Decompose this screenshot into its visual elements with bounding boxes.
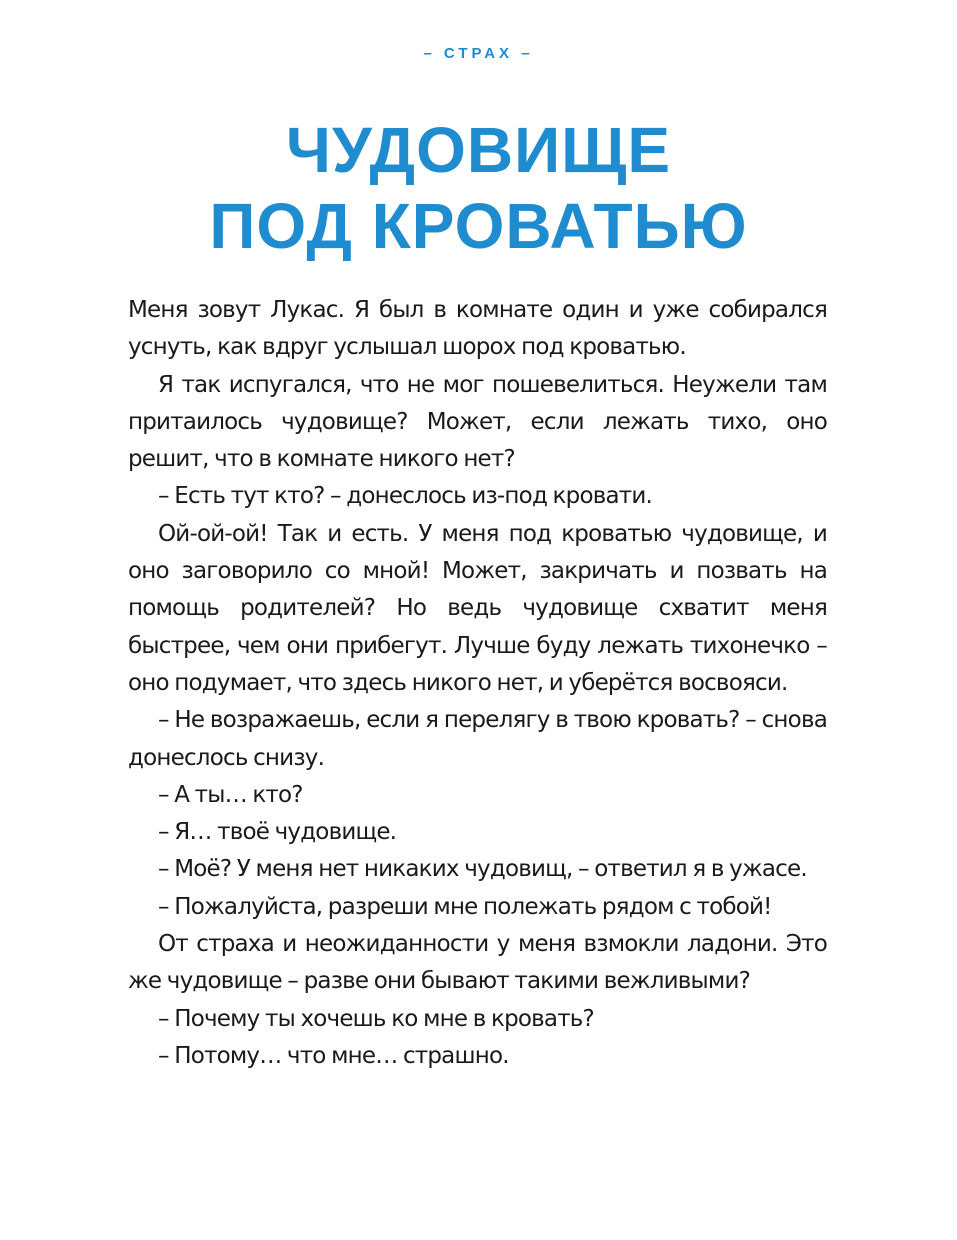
title-line-1: ЧУДОВИЩЕ bbox=[285, 114, 672, 186]
title-line-2: ПОД КРОВАТЬЮ bbox=[209, 190, 748, 262]
paragraph: – Я… твоё чудовище. bbox=[158, 819, 397, 846]
paragraph: – Почему ты хочешь ко мне в кровать? bbox=[158, 1005, 594, 1032]
paragraph: Ой-ой-ой! Так и есть. У меня под кроватью чудовище, и оно заговорило со мной! Может, закричать и позвать на помощь родителей? Но ведь чудовище схватит меня быстрее, чем они прибегут. Лучше буду лежать тихонечко – оно подумает, что здесь никого нет, и уберётся восвояси. bbox=[128, 520, 827, 696]
paragraph: Я так испугался, что не мог пошевелиться. Неужели там притаилось чудовище? Может, если лежать тихо, оно решит, что в комнате никого нет? bbox=[128, 371, 827, 473]
section-label: – СТРАХ – bbox=[423, 45, 534, 62]
paragraph: – Моё? У меня нет никаких чудовищ, – ответил я в ужасе. bbox=[158, 856, 807, 883]
paragraph: Меня зовут Лукас. Я был в комнате один и уже собирался уснуть, как вдруг услышал шорох под кроватью. bbox=[128, 297, 827, 361]
paragraph: – Потому… что мне… страшно. bbox=[158, 1042, 509, 1069]
page-title bbox=[0, 112, 957, 264]
paragraph: – Есть тут кто? – донеслось из-под кровати. bbox=[158, 483, 653, 510]
paragraph: – Пожалуйста, разреши мне полежать рядом с тобой! bbox=[158, 893, 772, 920]
paragraph: – Не возражаешь, если я перелягу в твою кровать? – снова донеслось снизу. bbox=[128, 707, 827, 771]
paragraph: – А ты… кто? bbox=[158, 781, 303, 808]
story-text bbox=[128, 292, 827, 1075]
paragraph: От страха и неожиданности у меня взмокли ладони. Это же чудовище – разве они бывают такими вежливыми? bbox=[128, 931, 827, 995]
